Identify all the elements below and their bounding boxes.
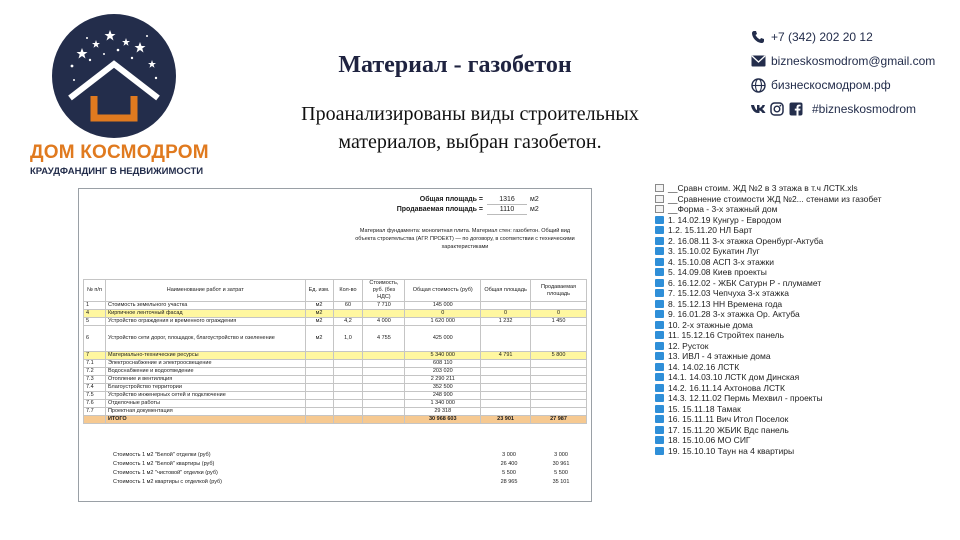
summary-value: 1316 [487,195,527,205]
table-cell-no: 7.2 [84,368,106,376]
folder-icon [655,363,664,371]
file-name: 14.3. 12.11.02 Пермь Мехвил - проекты [668,393,823,404]
file-name: 11. 15.12.16 Стройтех панель [668,330,785,341]
phone-icon [750,29,766,45]
folder-icon [655,447,664,455]
file-name: 16. 15.11.11 Вич Итол Поселок [668,414,789,425]
file-list-item[interactable] [655,351,955,362]
table-cell-name: Проектная документация [105,408,305,416]
col-header: Общая площадь [481,280,531,302]
table-cell-price: 7 710 [363,302,405,310]
table-cell-price [363,352,405,360]
table-cell-total: 1 340 000 [405,400,481,408]
table-cell-qty [333,400,363,408]
table-cell-b: 0 [531,310,587,318]
file-name: 14.2. 16.11.14 Ахтонова ЛСТК [668,382,785,393]
table-cell-b [531,392,587,400]
table-cell-name: Благоустройство территории [105,384,305,392]
table-cell-qty [333,310,363,318]
folder-icon [655,289,664,297]
folder-icon [655,279,664,287]
table-cell-name: ИТОГО [105,416,305,424]
file-list-item[interactable] [655,309,955,320]
unit-cost-label: Стоимость 1 м2 квартиры с отделкой (руб) [113,479,223,485]
table-cell-total: 608 110 [405,360,481,368]
folder-icon [655,415,664,423]
facebook-icon[interactable] [788,101,804,117]
unit-cost-label: Стоимость 1 м2 "чистовой" отделки (руб) [113,470,218,476]
table-cell-a: 0 [481,310,531,318]
table-cell-name: Отделочные работы [105,400,305,408]
unit-cost-v1: 5 500 [502,470,516,476]
file-list-item[interactable] [655,267,955,278]
social-icons [750,101,807,117]
table-cell-unit [305,376,333,384]
table-cell-total: 30 968 603 [405,416,481,424]
file-list-item[interactable] [655,299,955,310]
table-header-row [84,280,587,302]
summary-row [369,205,547,215]
unit-cost-v2: 5 500 [554,470,568,476]
table-cell-name: Водоснабжение и водоотведение [105,368,305,376]
folder-icon [655,258,664,266]
contact-phone[interactable] [750,26,955,48]
table-cell-b [531,302,587,310]
table-cell-qty [333,368,363,376]
file-list-item[interactable] [655,278,955,289]
table-cell-total: 145 000 [405,302,481,310]
table-cell-qty [333,376,363,384]
col-header: Ед. изм. [305,280,333,302]
summary-unit: м2 [530,206,539,213]
file-list-item[interactable] [655,372,955,383]
table-cell-name: Электроснабжение и электроосвещение [105,360,305,368]
table-cell-price [363,392,405,400]
table-cell-price: 4 000 [363,318,405,326]
summary-row [369,195,547,205]
folder-icon [655,394,664,402]
table-cell-total: 203 020 [405,368,481,376]
table-cell-a [481,400,531,408]
table-row [84,302,587,310]
unit-cost-v1: 28 965 [500,479,518,485]
folder-icon [655,405,664,413]
unit-cost-row [83,451,587,460]
table-cell-a [481,302,531,310]
table-cell-price [363,400,405,408]
file-list-item[interactable] [655,215,955,226]
col-header: Наименование работ и затрат [105,280,305,302]
table-cell-price [363,376,405,384]
table-cell-unit [305,352,333,360]
file-name: 9. 16.01.28 3-х этажка Ор. Актуба [668,309,800,320]
table-cell-a [481,360,531,368]
table-cell-unit [305,384,333,392]
table-cell-name: Кирпичное ленточный фасад [105,310,305,318]
file-name: 17. 15.11.20 ЖБИК Вдс панель [668,424,789,435]
table-cell-a [481,384,531,392]
folder-icon [655,226,664,234]
table-cell-no: 6 [84,326,106,352]
cost-spreadsheet [78,188,592,502]
summary-label: Продаваемая площадь = [396,206,483,213]
table-cell-qty [333,360,363,368]
table-cell-no: 7.1 [84,360,106,368]
table-cell-no: 1 [84,302,106,310]
summary-unit: м2 [530,196,539,203]
table-cell-a: 1 232 [481,318,531,326]
folder-icon [655,216,664,224]
table-cell-price [363,368,405,376]
table-cell-total: 425 000 [405,326,481,352]
col-header: № п/п [84,280,106,302]
file-name: 8. 15.12.13 НН Времена года [668,298,783,309]
unit-cost-row [83,478,587,487]
vk-icon[interactable] [750,101,766,117]
table-cell-a [481,376,531,384]
table-cell-price [363,360,405,368]
table-cell-total: 5 340 000 [405,352,481,360]
file-name: 10. 2-х этажные дома [668,319,753,330]
table-row [84,352,587,360]
folder-icon [655,342,664,350]
table-cell-price [363,384,405,392]
folder-icon [655,331,664,339]
table-cell-no: 4 [84,310,106,318]
table-cell-name: Устройство ограждения и временного ограждения [105,318,305,326]
table-cell-qty [333,408,363,416]
file-list-item[interactable] [655,204,955,215]
table-row [84,376,587,384]
file-name: __Форма - 3-х этажный дом [668,204,778,215]
file-name: 12. Русток [668,340,709,351]
table-cell-total: 352 500 [405,384,481,392]
table-cell-unit: м2 [305,310,333,318]
table-cell-no [84,416,106,424]
table-cell-no: 7.4 [84,384,106,392]
file-list-item[interactable] [655,404,955,415]
table-cell-total: 2 290 211 [405,376,481,384]
table-cell-name: Устройство сети дорог, площадок, благоустройство и озеленение [105,326,305,352]
document-icon [655,184,664,192]
file-name: 19. 15.10.10 Таун на 4 квартиры [668,445,795,456]
contact-email[interactable] [750,50,955,72]
unit-cost-v1: 26 400 [500,461,518,467]
slide-title: Материал - газобетон [338,52,572,78]
table-row [84,384,587,392]
table-row [84,360,587,368]
table-cell-price: 4 755 [363,326,405,352]
unit-cost-list [83,451,587,487]
file-name: 3. 15.10.02 Букатин Луг [668,246,760,257]
file-name: 15. 15.11.18 Тамак [668,403,741,414]
document-icon [655,195,664,203]
table-cell-a: 23 901 [481,416,531,424]
table-cell-a [481,408,531,416]
table-cell-unit [305,400,333,408]
file-name: 1. 14.02.19 Кунгур - Евродом [668,214,782,225]
table-cell-b [531,360,587,368]
file-name: 13. ИВЛ - 4 этажные дома [668,351,771,362]
table-cell-no: 5 [84,318,106,326]
table-cell-qty: 1,0 [333,326,363,352]
contact-social[interactable] [750,98,955,120]
phone-text: +7 (342) 202 20 12 [771,30,873,44]
table-cell-name: Устройство инженерных сетей и подключение [105,392,305,400]
table-cell-name: Материально-технические ресурсы [105,352,305,360]
file-list-item[interactable] [655,320,955,331]
folder-icon [655,384,664,392]
table-cell-b [531,326,587,352]
file-name: 7. 15.12.03 Чепчуха 3-х этажка [668,288,789,299]
table-cell-total: 1 620 000 [405,318,481,326]
file-list-item[interactable] [655,246,955,257]
table-cell-qty [333,352,363,360]
table-cell-b [531,408,587,416]
unit-cost-row [83,460,587,469]
unit-cost-row [83,469,587,478]
file-name: __Сравн стоим. ЖД №2 в 3 этажа в т.ч ЛСТК.xls [668,183,858,194]
email-icon [750,53,766,69]
table-cell-a [481,392,531,400]
file-name: 4. 15.10.08 АСП 3-х этажки [668,256,774,267]
table-cell-qty: 4,2 [333,318,363,326]
table-cell-price [363,310,405,318]
table-cell-unit [305,368,333,376]
table-cell-qty [333,392,363,400]
folder-icon [655,426,664,434]
folder-icon [655,352,664,360]
file-name: 2. 16.08.11 3-х этажка Оренбург-Актуба [668,235,824,246]
table-cell-no: 7.7 [84,408,106,416]
table-cell-unit [305,392,333,400]
unit-cost-label: Стоимость 1 м2 "Белой" отделки (руб) [113,452,211,458]
table-cell-unit [305,408,333,416]
file-list-item[interactable] [655,414,955,425]
col-header: Продаваемая площадь [531,280,587,302]
file-list-item[interactable] [655,194,955,205]
table-row [84,310,587,318]
table-cell-b: 27 987 [531,416,587,424]
unit-cost-v2: 30 961 [552,461,570,467]
table-cell-b [531,368,587,376]
folder-icon [655,237,664,245]
table-cell-total: 0 [405,310,481,318]
table-cell-b: 1 450 [531,318,587,326]
file-list-item[interactable] [655,435,955,446]
table-row [84,326,587,352]
file-list-item[interactable] [655,341,955,352]
col-header: Общая стоимость (руб) [405,280,481,302]
slide-subtitle [250,100,690,156]
logo-subtitle: КРАУДФАНДИНГ В НЕДВИЖИМОСТИ [30,166,204,177]
table-cell-b: 5 800 [531,352,587,360]
file-list-item[interactable] [655,425,955,436]
table-cell-b [531,400,587,408]
folder-icon [655,268,664,276]
unit-cost-v2: 35 101 [552,479,570,485]
file-list-item[interactable] [655,393,955,404]
file-list-item[interactable] [655,288,955,299]
folder-icon [655,300,664,308]
table-cell-b [531,376,587,384]
table-row [84,368,587,376]
table-cell-unit: м2 [305,318,333,326]
table-cell-total: 29 318 [405,408,481,416]
folder-icon [655,436,664,444]
table-cell-name: Стоимость земельного участка [105,302,305,310]
subtitle-line-1: Проанализированы виды строительных [301,103,639,125]
table-cell-no: 7.5 [84,392,106,400]
table-cell-qty [333,416,363,424]
file-list-item[interactable] [655,362,955,373]
col-header: Кол-во [333,280,363,302]
table-row [84,318,587,326]
table-row [84,416,587,424]
unit-cost-v1: 3 000 [502,452,516,458]
table-cell-unit: м2 [305,326,333,352]
table-cell-price [363,416,405,424]
folder-icon [655,247,664,255]
instagram-icon[interactable] [769,101,785,117]
table-cell-unit: м2 [305,302,333,310]
logo-emblem [52,14,176,138]
table-cell-a [481,368,531,376]
unit-cost-v2: 3 000 [554,452,568,458]
summary-label: Общая площадь = [419,196,483,203]
area-summary [369,195,547,215]
table-cell-a [481,326,531,352]
file-name: 14.1. 14.03.10 ЛСТК дом Динская [668,372,800,383]
folder-icon [655,310,664,318]
table-cell-no: 7.3 [84,376,106,384]
file-list-item[interactable] [655,257,955,268]
contact-website[interactable] [750,74,955,96]
contact-block [750,26,955,122]
table-row [84,400,587,408]
social-hashtag: #bizneskosmodrom [812,102,917,116]
folder-icon [655,373,664,381]
table-cell-b [531,384,587,392]
website-text: бизнескосмодром.рф [771,78,891,92]
table-cell-qty [333,384,363,392]
file-list-item[interactable] [655,446,955,457]
cost-table-body [84,302,587,424]
table-cell-a: 4 791 [481,352,531,360]
document-icon [655,205,664,213]
col-header: Стоимость, руб. (без НДС) [363,280,405,302]
table-cell-unit [305,360,333,368]
summary-value: 1110 [487,205,527,215]
folder-icon [655,321,664,329]
table-cell-no: 7 [84,352,106,360]
file-name: 14. 14.02.16 ЛСТК [668,361,740,372]
file-name: __Сравнение стоимости ЖД №2... стенами из газобет [668,193,882,204]
globe-icon [750,77,766,93]
house-stars-icon [52,14,176,138]
file-list-item[interactable] [655,183,955,194]
file-list-item[interactable] [655,236,955,247]
logo-title: ДОМ КОСМОДРОМ [30,142,209,163]
file-list [655,183,955,498]
table-cell-price [363,408,405,416]
file-list-item[interactable] [655,225,955,236]
file-name: 5. 14.09.08 Киев проекты [668,267,767,278]
table-row [84,392,587,400]
sheet-note: Материал фундамента: монолитная плита. Материал стен: газобетон. Общий вид объекта строительства (АГР. ПРОЕКТ) — по договору, в соответствии с техническими характеристиками [355,228,575,250]
subtitle-line-2: материалов, выбран газобетон. [338,131,602,153]
table-cell-unit [305,416,333,424]
company-logo [30,14,210,177]
table-row [84,408,587,416]
file-list-item[interactable] [655,383,955,394]
table-cell-qty: 60 [333,302,363,310]
file-list-item[interactable] [655,330,955,341]
email-text: bizneskosmodrom@gmail.com [771,54,936,68]
table-cell-name: Отопление и вентиляция [105,376,305,384]
file-name: 1.2. 15.11.20 НЛ Барт [668,225,753,236]
cost-table [83,279,587,424]
table-cell-no: 7.6 [84,400,106,408]
unit-cost-label: Стоимость 1 м2 "Белой" квартиры (руб) [113,461,215,467]
file-name: 6. 16.12.02 - ЖБК Сатурн Р - плумамет [668,277,822,288]
file-name: 18. 15.10.06 МО СИГ [668,435,751,446]
table-cell-total: 248 900 [405,392,481,400]
